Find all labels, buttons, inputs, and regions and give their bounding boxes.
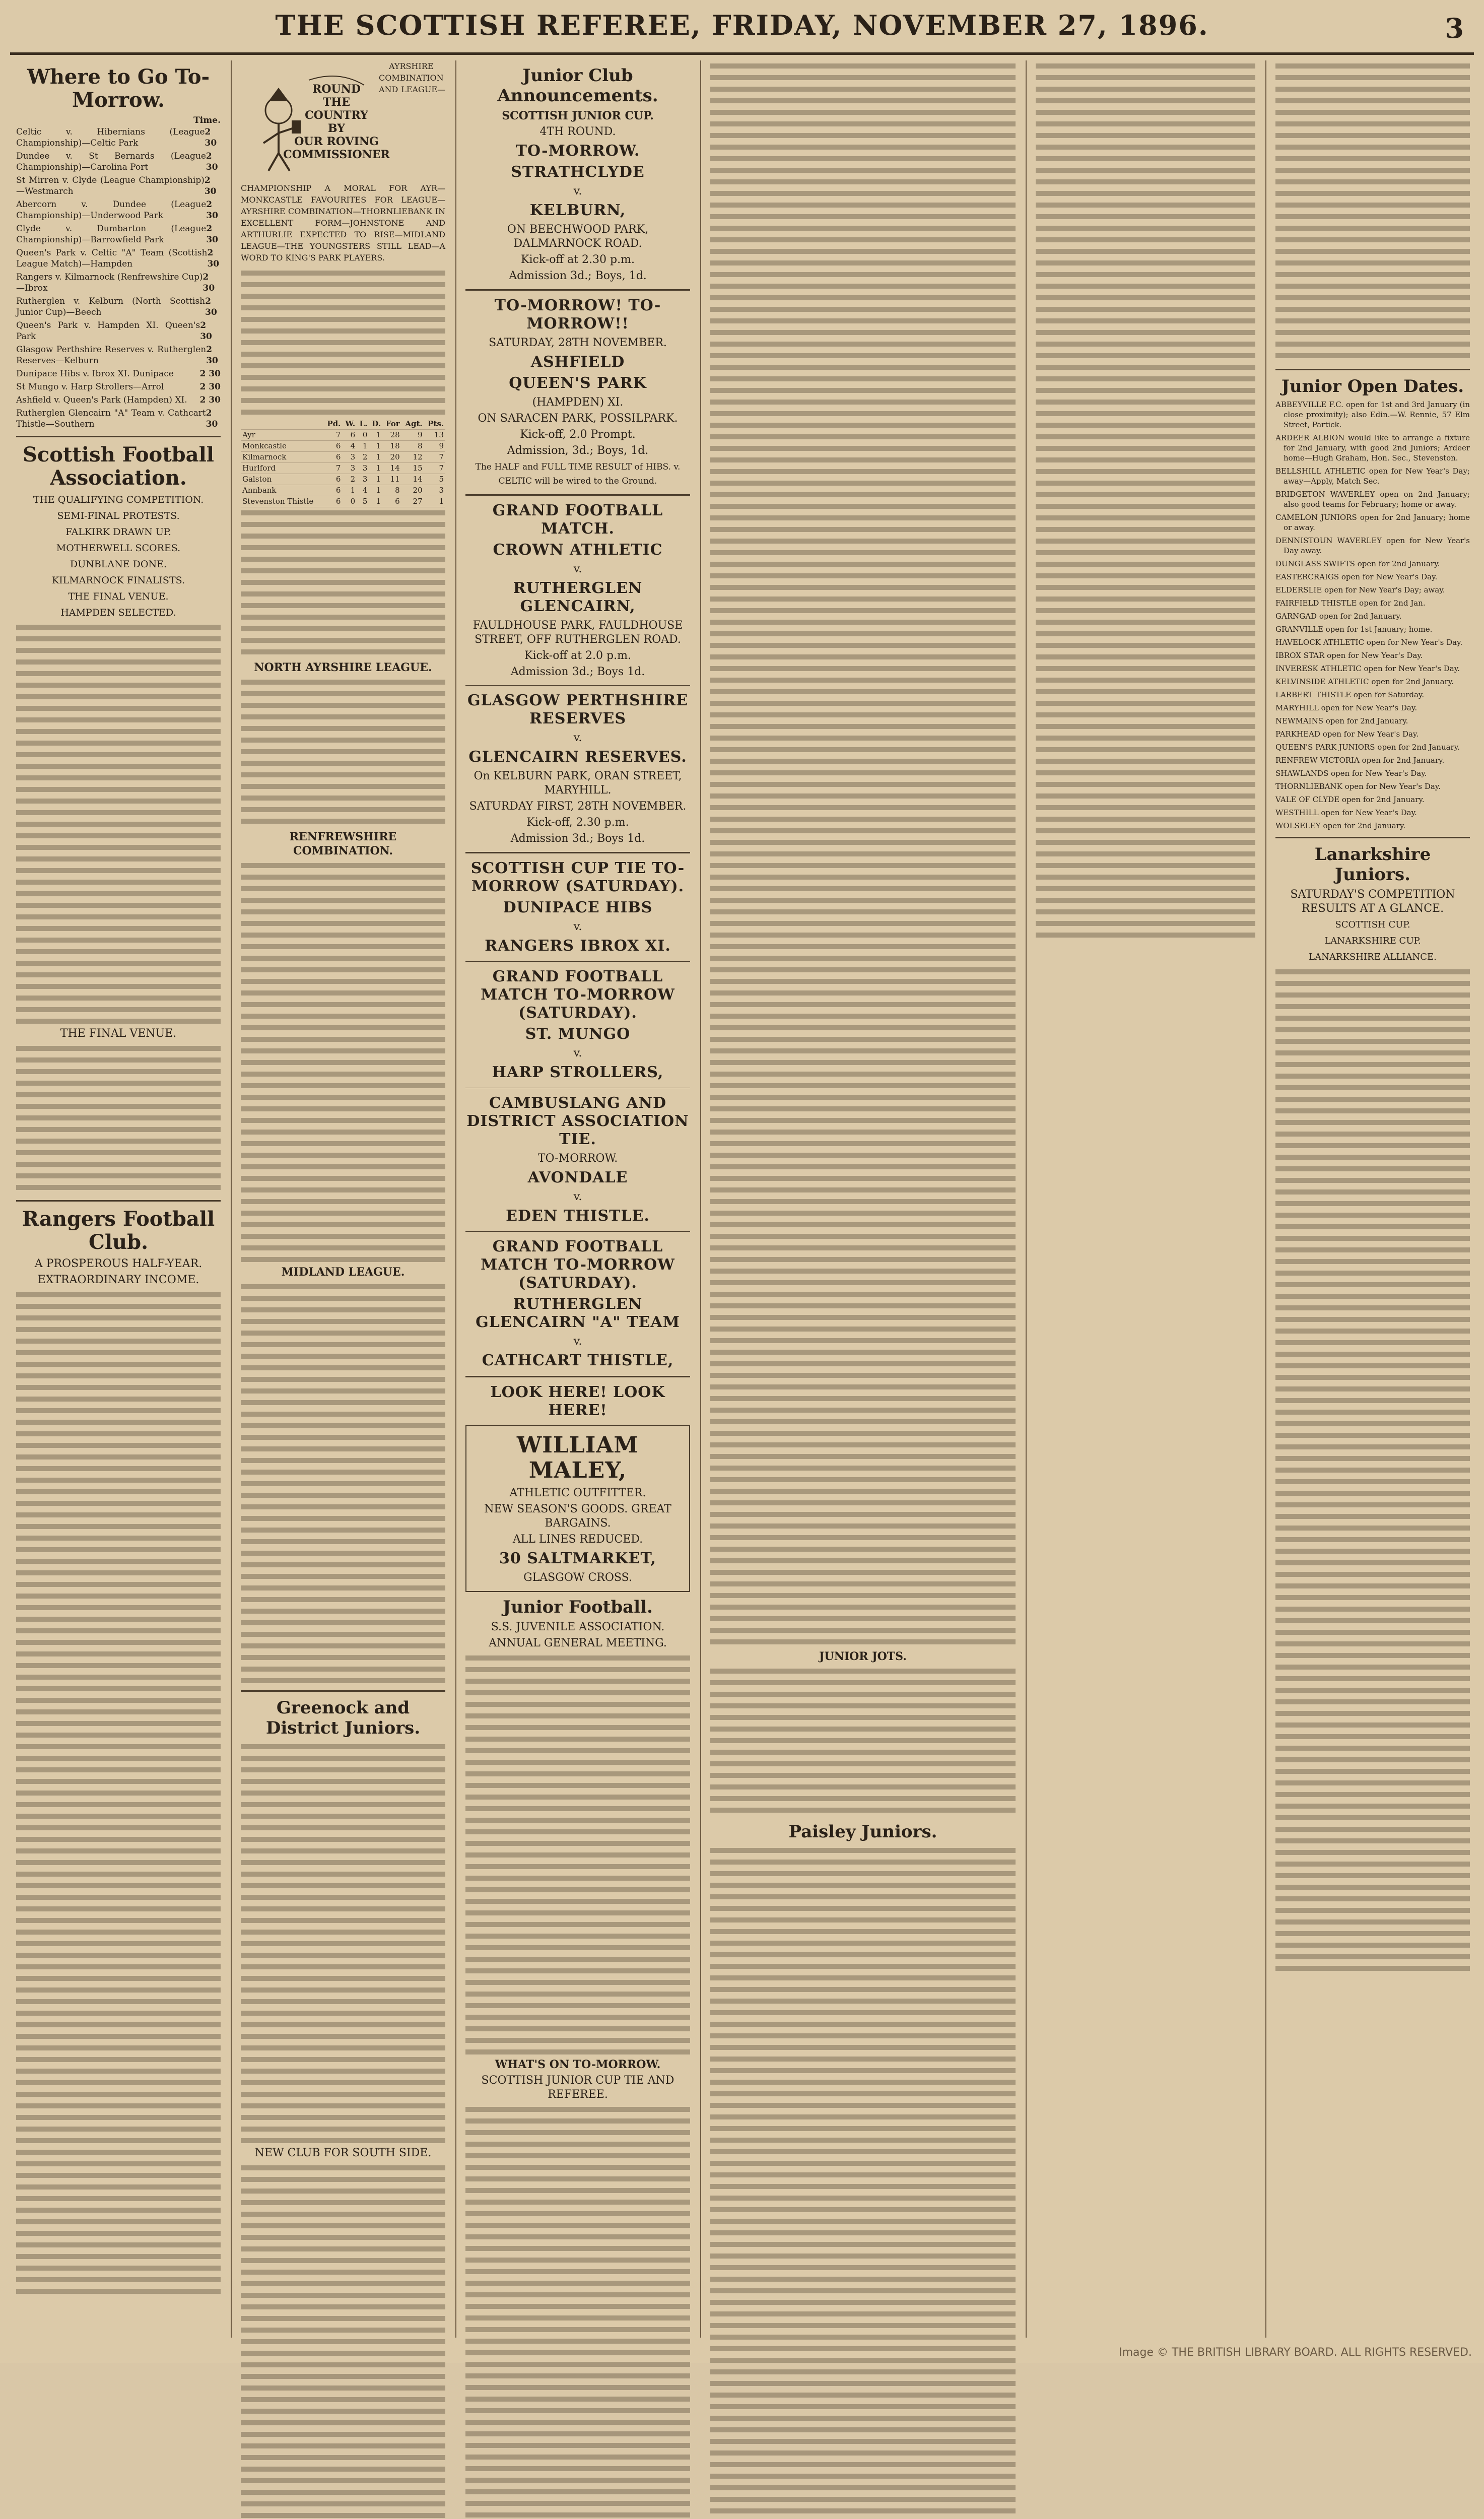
lanark-lanarkshire-cup: LANARKSHIRE CUP.: [1324, 936, 1421, 946]
table-cell: 1: [369, 474, 382, 485]
table-cell: Monkcastle: [241, 441, 324, 452]
fixture-time: 2 30: [205, 127, 217, 148]
whats-on-heading: WHAT'S ON TO-MORROW.: [495, 2058, 661, 2071]
fixtures-list: [16, 126, 221, 430]
fixture-time: 2 30: [206, 151, 218, 172]
open-date-item: INVERESK ATHLETIC open for New Year's Day.: [1275, 664, 1460, 673]
versus: v.: [573, 185, 582, 197]
table-cell: 3: [342, 463, 357, 474]
open-date-item: SHAWLANDS open for New Year's Day.: [1275, 769, 1427, 778]
table-cell: 1: [342, 485, 357, 496]
fixture-time: 2 30: [206, 200, 218, 221]
junior-jots-text: [710, 1666, 1016, 1817]
table-cell: 6: [324, 441, 343, 452]
divider: [465, 1376, 690, 1377]
versus: v.: [573, 1190, 582, 1203]
time-header: Time.: [193, 115, 221, 125]
greenock-heading: Greenock and District Juniors.: [265, 1698, 421, 1738]
table-cell: 15: [401, 463, 424, 474]
illus-caption-line: THE: [323, 96, 350, 109]
junior-football-heading: Junior Football.: [503, 1597, 653, 1617]
open-date-item: MARYHILL open for New Year's Day.: [1275, 703, 1418, 712]
fixture-row: [16, 394, 221, 406]
versus: v.: [573, 920, 582, 933]
fixture-row: [16, 151, 221, 173]
maley-lines: ALL LINES REDUCED.: [512, 1533, 643, 1546]
team-avondale: AVONDALE: [527, 1169, 628, 1186]
open-date-item: GRANVILLE open for 1st January; home.: [1275, 625, 1433, 634]
team-kelburn: KELBURN,: [529, 202, 626, 219]
fixture-row: [16, 272, 221, 294]
open-date-item: ABBEYVILLE F.C. open for 1st and 3rd January (in close proximity); also Edin.—W. Rennie, 57 Elm Street, Partick.: [1275, 400, 1470, 429]
open-date-item: WOLSELEY open for 2nd January.: [1275, 821, 1406, 830]
grand-match-2: GRAND FOOTBALL MATCH TO-MORROW (SATURDAY).: [481, 968, 675, 1022]
open-date-item: QUEEN'S PARK JUNIORS open for 2nd January.: [1275, 743, 1460, 752]
team-glencairn-reserves: GLENCAIRN RESERVES.: [468, 748, 687, 766]
table-cell: 4: [357, 485, 369, 496]
fixture-text: Queen's Park v. Hampden XI. Queen's Park: [16, 320, 200, 342]
table-row: [241, 441, 445, 452]
greenock-text: [241, 1741, 445, 2144]
venue-fauldhouse: FAULDHOUSE PARK, FAULDHOUSE STREET, OFF RUTHERGLEN ROAD.: [473, 619, 683, 646]
team-glasgow-perthshire: GLASGOW PERTHSHIRE RESERVES: [467, 692, 688, 727]
open-date-item: DUNGLASS SWIFTS open for 2nd January.: [1275, 559, 1440, 568]
table-cell: 9: [401, 430, 424, 441]
table-cell: 18: [382, 441, 401, 452]
sfa-subhead: SEMI-FINAL PROTESTS.: [57, 510, 180, 521]
fixture-row: [16, 247, 221, 270]
venue-beechwood: ON BEECHWOOD PARK, DALMARNOCK ROAD.: [507, 223, 649, 250]
rangers-sub-1: A PROSPEROUS HALF-YEAR.: [34, 1257, 203, 1270]
fixture-text: Ashfield v. Queen's Park (Hampden) XI.: [16, 395, 187, 405]
fixture-text: Dunipace Hibs v. Ibrox XI. Dunipace: [16, 369, 174, 379]
north-ayrshire-text: [241, 677, 445, 828]
admission-2: Admission, 3d.; Boys, 1d.: [507, 444, 649, 457]
kickoff-4: Kick-off, 2.30 p.m.: [526, 816, 629, 829]
cambuslang-heading: CAMBUSLANG AND DISTRICT ASSOCIATION TIE.: [466, 1094, 689, 1148]
open-date-item: WESTHILL open for New Year's Day.: [1275, 808, 1417, 817]
fixture-row: [16, 408, 221, 430]
round-label: 4TH ROUND.: [539, 125, 616, 138]
fixture-text: Rangers v. Kilmarnock (Renfrewshire Cup)—Ibrox: [16, 272, 203, 293]
fixture-time: 2 30: [207, 248, 220, 269]
maley-advert: [465, 1425, 690, 1592]
table-cell: 1: [369, 496, 382, 507]
column-separator: [1026, 60, 1027, 2338]
table-cell: 2: [357, 452, 369, 463]
column-separator: [455, 60, 456, 2338]
team-rutherglen-a: RUTHERGLEN GLENCAIRN "A" TEAM: [476, 1295, 680, 1331]
fixture-row: [16, 223, 221, 245]
divider: [465, 961, 690, 962]
versus: v.: [573, 732, 582, 744]
fixture-row: [16, 199, 221, 221]
team-crown-athletic: CROWN ATHLETIC: [493, 541, 663, 559]
fixture-text: Celtic v. Hibernians (League Championship)—Celtic Park: [16, 127, 205, 148]
round-the-country-illustration: [241, 62, 390, 178]
fixture-time: 2 30: [206, 224, 218, 245]
lanarkshire-heading: Lanarkshire Juniors.: [1314, 844, 1431, 885]
table-cell: 6: [382, 496, 401, 507]
fixture-text: St Mirren v. Clyde (League Championship)—Westmarch: [16, 175, 205, 196]
table-cell: 20: [401, 485, 424, 496]
kickoff-3: Kick-off at 2.0 p.m.: [524, 649, 631, 662]
open-date-item: THORNLIEBANK open for New Year's Day.: [1275, 782, 1441, 791]
sfa-subhead: FALKIRK DRAWN UP.: [65, 526, 171, 538]
column-2: [235, 60, 451, 2338]
fixture-time: 2 30: [199, 395, 221, 405]
table-cell: Stevenston Thistle: [241, 496, 324, 507]
sfa-subhead: THE FINAL VENUE.: [68, 591, 169, 602]
lanarkshire-text: [1275, 966, 1470, 1974]
column-separator: [1265, 60, 1266, 2338]
fixture-time: 2 30: [200, 320, 212, 342]
open-date-item: BRIDGETON WAVERLEY open on 2nd January; also good teams for February; home or away.: [1275, 490, 1470, 509]
open-date-item: ELDERSLIE open for New Year's Day; away.: [1275, 585, 1445, 594]
table-cell: 5: [357, 496, 369, 507]
table-header-cell: Pts.: [424, 419, 445, 430]
table-cell: 1: [424, 496, 445, 507]
fixture-time: 2 30: [206, 345, 218, 366]
where-to-go-heading: Where to Go To-Morrow.: [27, 65, 210, 112]
fixture-time: 2 30: [199, 382, 221, 392]
table-cell: 1: [369, 463, 382, 474]
rangers-article-text: [16, 1289, 221, 2297]
team-ashfield: ASHFIELD: [530, 353, 625, 371]
column-5-article-text: [1036, 60, 1255, 942]
table-row: [241, 485, 445, 496]
fixture-text: St Mungo v. Harp Strollers—Arrol: [16, 382, 164, 392]
renfrewshire-heading: RENFREWSHIRE COMBINATION.: [289, 830, 397, 857]
table-cell: 1: [369, 430, 382, 441]
table-cell: 1: [369, 485, 382, 496]
tomorrow-3: TO-MORROW.: [537, 1152, 618, 1165]
table-header-cell: Agt.: [401, 419, 424, 430]
table-cell: 7: [324, 463, 343, 474]
versus: v.: [573, 1335, 582, 1348]
ayr-commentary-text: [241, 507, 445, 658]
table-cell: 1: [357, 441, 369, 452]
masthead-title: THE SCOTTISH REFEREE, FRIDAY, NOVEMBER 27, 1896.: [275, 9, 1209, 41]
fixture-row: [16, 126, 221, 149]
north-ayrshire-heading: NORTH AYRSHIRE LEAGUE.: [254, 661, 432, 674]
table-cell: 3: [357, 463, 369, 474]
fixture-text: Abercorn v. Dundee (League Championship)—Underwood Park: [16, 200, 207, 221]
table-cell: 7: [424, 463, 445, 474]
table-cell: 11: [382, 474, 401, 485]
open-date-item: BELLSHILL ATHLETIC open for New Year's Day; away—Apply, Match Sec.: [1275, 467, 1470, 486]
open-date-item: DENNISTOUN WAVERLEY open for New Year's Day away.: [1275, 536, 1470, 555]
team-harp-strollers: HARP STROLLERS,: [492, 1064, 664, 1081]
fixture-text: Glasgow Perthshire Reserves v. Rutherglen Reserves—Kelburn: [16, 345, 207, 366]
table-header-cell: W.: [342, 419, 357, 430]
table-cell: Kilmarnock: [241, 452, 324, 463]
table-cell: Hurlford: [241, 463, 324, 474]
paisley-juniors-text: [710, 1845, 1016, 2519]
team-cathcart-thistle: CATHCART THISTLE,: [482, 1352, 674, 1369]
column-6: [1269, 60, 1476, 2338]
table-row: [241, 496, 445, 507]
open-date-item: PARKHEAD open for New Year's Day.: [1275, 730, 1419, 739]
versus: v.: [573, 1047, 582, 1059]
date-2: SATURDAY, 28TH NOVEMBER.: [489, 337, 667, 349]
fixture-text: Rutherglen v. Kelburn (North Scottish Junior Cup)—Beech: [16, 296, 206, 317]
look-here: LOOK HERE! LOOK HERE!: [490, 1383, 665, 1419]
open-date-item: GARNGAD open for 2nd January.: [1275, 612, 1402, 621]
sfa-subheads: [16, 493, 221, 620]
open-date-item: RENFREW VICTORIA open for 2nd January.: [1275, 756, 1445, 765]
open-date-item: LARBERT THISTLE open for Saturday.: [1275, 690, 1425, 699]
open-date-item: ARDEER ALBION would like to arrange a fixture for 2nd January, with good 2nd Juniors; Ardeer home—Hugh Graham, Hon. Sec., Stevenston.: [1275, 433, 1470, 462]
table-cell: 0: [357, 430, 369, 441]
table-cell: 27: [401, 496, 424, 507]
annual-meeting: ANNUAL GENERAL MEETING.: [489, 1637, 667, 1649]
table-header-cell: Pd.: [324, 419, 343, 430]
illus-caption-line: ROUND: [312, 83, 361, 96]
column-5: [1030, 60, 1261, 2338]
fixture-time: 2 30: [203, 272, 215, 293]
open-date-item: CAMELON JUNIORS open for 2nd January; home or away.: [1275, 513, 1470, 532]
divider: [465, 289, 690, 291]
sfa-subhead: HAMPDEN SELECTED.: [60, 607, 176, 618]
round-country-text: [241, 268, 445, 419]
illus-caption-line: COUNTRY: [305, 109, 368, 122]
fixture-text: Dundee v. St Bernards (League Championship)—Carolina Port: [16, 151, 206, 172]
scottish-cup-tie: SCOTTISH CUP TIE TO-MORROW (SATURDAY).: [470, 859, 685, 895]
table-cell: 3: [342, 452, 357, 463]
column-6-top-text: [1275, 60, 1470, 363]
open-date-item: VALE OF CLYDE open for 2nd January.: [1275, 795, 1425, 804]
table-cell: 14: [401, 474, 424, 485]
kickoff-2: Kick-off, 2.0 Prompt.: [520, 428, 636, 441]
ssj-association: S.S. JUVENILE ASSOCIATION.: [491, 1621, 665, 1633]
illus-caption-line: OUR ROVING: [294, 135, 379, 148]
table-row: [241, 463, 445, 474]
maley-city: GLASGOW CROSS.: [523, 1571, 632, 1584]
table-cell: 5: [424, 474, 445, 485]
divider: [465, 1231, 690, 1232]
fixture-time: 2 30: [206, 408, 218, 429]
fixture-row: [16, 320, 221, 342]
fixture-time: 2 30: [205, 296, 217, 317]
table-cell: 7: [424, 452, 445, 463]
maley-address: 30 SALTMARKET,: [499, 1550, 656, 1567]
team-rutherglen-glencairn: RUTHERGLEN GLENCAIRN,: [513, 579, 643, 615]
table-cell: 6: [342, 430, 357, 441]
round-country-intro: AYRSHIRE COMBINATION AND LEAGUE—CHAMPIONSHIP A MORAL FOR AYR—MONKCASTLE FAVOURITES FOR LEAGUE—AYRSHIRE COMBINATION—THORNLIEBANK IN EXCELLENT FORM—JOHNSTONE AND ARTHURLIE EXPECTED TO RISE—MIDLAND LEAGUE—THE YOUNGSTERS STILL LEAD—A WORD TO KING'S PARK PLAYERS.: [241, 61, 445, 262]
maley-sub: ATHLETIC OUTFITTER.: [509, 1487, 646, 1499]
sfa-subhead: KILMARNOCK FINALISTS.: [52, 575, 185, 586]
divider: [16, 1200, 221, 1202]
table-cell: 1: [369, 441, 382, 452]
sfa-subhead: MOTHERWELL SCORES.: [56, 543, 181, 554]
lanark-scottish-cup: SCOTTISH CUP.: [1335, 919, 1410, 930]
venue-saracen: ON SARACEN PARK, POSSILPARK.: [478, 412, 678, 425]
column-separator: [231, 60, 232, 2338]
column-3: [459, 60, 696, 2338]
open-date-item: FAIRFIELD THISTLE open for 2nd Jan.: [1275, 599, 1426, 608]
sfa-article-text: [16, 622, 221, 1025]
table-cell: 14: [382, 463, 401, 474]
open-date-item: HAVELOCK ATHLETIC open for New Year's Day.: [1275, 638, 1463, 647]
fixture-time: 2 30: [204, 175, 217, 196]
table-header-cell: L.: [357, 419, 369, 430]
sju-cup: SCOTTISH JUNIOR CUP.: [502, 109, 654, 122]
table-cell: 1: [369, 452, 382, 463]
maley-goods: NEW SEASON'S GOODS. GREAT BARGAINS.: [484, 1503, 671, 1530]
table-cell: Annbank: [241, 485, 324, 496]
lanarkshire-sub: SATURDAY'S COMPETITION RESULTS AT A GLANCE.: [1290, 888, 1455, 915]
table-header-cell: [241, 419, 324, 430]
table-row: [241, 474, 445, 485]
divider: [1275, 369, 1470, 370]
admission-1: Admission 3d.; Boys, 1d.: [509, 270, 647, 282]
versus: v.: [573, 563, 582, 575]
junior-jots-heading: JUNIOR JOTS.: [819, 1650, 907, 1663]
fixture-row: [16, 175, 221, 197]
sfa-final-venue: THE FINAL VENUE.: [60, 1027, 177, 1040]
admission-3: Admission 3d.; Boys 1d.: [510, 666, 645, 678]
open-dates-heading: Junior Open Dates.: [1281, 376, 1464, 396]
column-separator: [700, 60, 701, 2338]
divider: [16, 436, 221, 437]
fixture-time: 2 30: [199, 369, 221, 379]
divider: [465, 852, 690, 853]
open-date-item: EASTERCRAIGS open for New Year's Day.: [1275, 572, 1438, 581]
open-date-item: KELVINSIDE ATHLETIC open for 2nd January.: [1275, 677, 1454, 686]
whats-on-sub: SCOTTISH JUNIOR CUP TIE AND REFEREE.: [481, 2074, 674, 2101]
sfa-heading: Scottish Football Association.: [23, 443, 214, 490]
table-row: [241, 430, 445, 441]
table-cell: 13: [424, 430, 445, 441]
venue-kelburn: On KELBURN PARK, ORAN STREET, MARYHILL.: [474, 770, 682, 797]
page-number: 3: [1445, 12, 1464, 44]
whats-on-text: [465, 2104, 690, 2519]
maley-name: WILLIAM MALEY,: [516, 1432, 639, 1483]
masthead-rule: [10, 52, 1474, 55]
fixture-row: [16, 381, 221, 392]
wire-note: The HALF and FULL TIME RESULT of HIBS. v. CELTIC will be wired to the Ground.: [475, 462, 681, 486]
team-strathclyde: STRATHCLYDE: [511, 163, 645, 181]
junior-football-text: [465, 1652, 690, 2056]
fixture-row: [16, 296, 221, 318]
team-queens-park: QUEEN'S PARK: [509, 374, 647, 392]
table-header-cell: For: [382, 419, 401, 430]
sfa-final-text: [16, 1043, 221, 1194]
illus-caption-line: BY: [328, 122, 345, 135]
sfa-subhead: DUNBLANE DONE.: [70, 559, 167, 570]
lanark-alliance: LANARKSHIRE ALLIANCE.: [1309, 952, 1437, 962]
divider: [465, 685, 690, 686]
table-cell: 7: [324, 430, 343, 441]
divider: [465, 494, 690, 496]
table-cell: 6: [324, 496, 343, 507]
sfa-subhead: THE QUALIFYING COMPETITION.: [33, 494, 204, 505]
table-cell: 9: [424, 441, 445, 452]
fixture-row: [16, 344, 221, 366]
junior-results-text: [710, 60, 1016, 1647]
fixture-text: Rutherglen Glencairn "A" Team v. Cathcart Thistle—Southern: [16, 408, 206, 429]
table-cell: 3: [357, 474, 369, 485]
table-cell: 20: [382, 452, 401, 463]
new-club-text: [241, 2162, 445, 2519]
paisley-juniors-heading: Paisley Juniors.: [788, 1822, 937, 1842]
admission-4: Admission 3d.; Boys 1d.: [510, 832, 645, 845]
open-date-item: NEWMAINS open for 2nd January.: [1275, 716, 1408, 725]
renfrewshire-text: [241, 860, 445, 1263]
table-cell: 6: [324, 474, 343, 485]
midland-heading: MIDLAND LEAGUE.: [281, 1266, 405, 1279]
table-cell: 6: [324, 452, 343, 463]
tomorrow-label: TO-MORROW.: [515, 142, 640, 160]
team-st-mungo: ST. MUNGO: [525, 1025, 631, 1043]
team-eden-thistle: EDEN THISTLE.: [506, 1207, 650, 1225]
illus-caption-line: COMMISSIONER: [283, 148, 390, 161]
table-cell: 28: [382, 430, 401, 441]
divider: [1275, 837, 1470, 838]
divider: [241, 1690, 445, 1692]
kickoff-1: Kick-off at 2.30 p.m.: [521, 253, 635, 266]
fixture-row: [16, 368, 221, 379]
tomorrow-banner: TO-MORROW! TO-MORROW!!: [494, 297, 661, 333]
table-cell: 8: [401, 441, 424, 452]
table-cell: 2: [342, 474, 357, 485]
image-credit: Image © THE BRITISH LIBRARY BOARD. ALL RIGHTS RESERVED.: [1119, 2346, 1472, 2359]
fixture-text: Clyde v. Dumbarton (League Championship)—Barrowfield Park: [16, 224, 207, 245]
junior-announcements-heading: Junior Club Announcements.: [497, 65, 658, 106]
hampden-xi: (HAMPDEN) XI.: [532, 396, 624, 409]
grand-match-heading: GRAND FOOTBALL MATCH.: [492, 502, 663, 538]
table-cell: Ayr: [241, 430, 324, 441]
fixture-text: Queen's Park v. Celtic "A" Team (Scottish League Match)—Hampden: [16, 248, 208, 269]
column-4: [704, 60, 1022, 2338]
table-row: [241, 452, 445, 463]
ayr-league-table: [241, 419, 445, 507]
table-cell: 6: [324, 485, 343, 496]
table-cell: 0: [342, 496, 357, 507]
column-1: [10, 60, 227, 2338]
table-cell: 8: [382, 485, 401, 496]
date-4: SATURDAY FIRST, 28TH NOVEMBER.: [469, 800, 687, 813]
midland-text: [241, 1281, 445, 1684]
team-rangers-ibrox: RANGERS IBROX XI.: [485, 937, 671, 955]
grand-match-3: GRAND FOOTBALL MATCH TO-MORROW (SATURDAY).: [481, 1238, 675, 1292]
new-club-heading: NEW CLUB FOR SOUTH SIDE.: [254, 2147, 432, 2159]
team-dunipace: DUNIPACE HIBS: [503, 899, 653, 916]
commissioner-figure-icon: [243, 65, 390, 176]
open-date-item: IBROX STAR open for New Year's Day.: [1275, 651, 1423, 660]
table-cell: Galston: [241, 474, 324, 485]
rangers-sub-2: EXTRAORDINARY INCOME.: [37, 1274, 199, 1286]
table-cell: 12: [401, 452, 424, 463]
table-cell: 3: [424, 485, 445, 496]
table-cell: 4: [342, 441, 357, 452]
rangers-heading: Rangers Football Club.: [22, 1207, 215, 1254]
open-dates-list: [1275, 400, 1470, 831]
table-header-cell: D.: [369, 419, 382, 430]
